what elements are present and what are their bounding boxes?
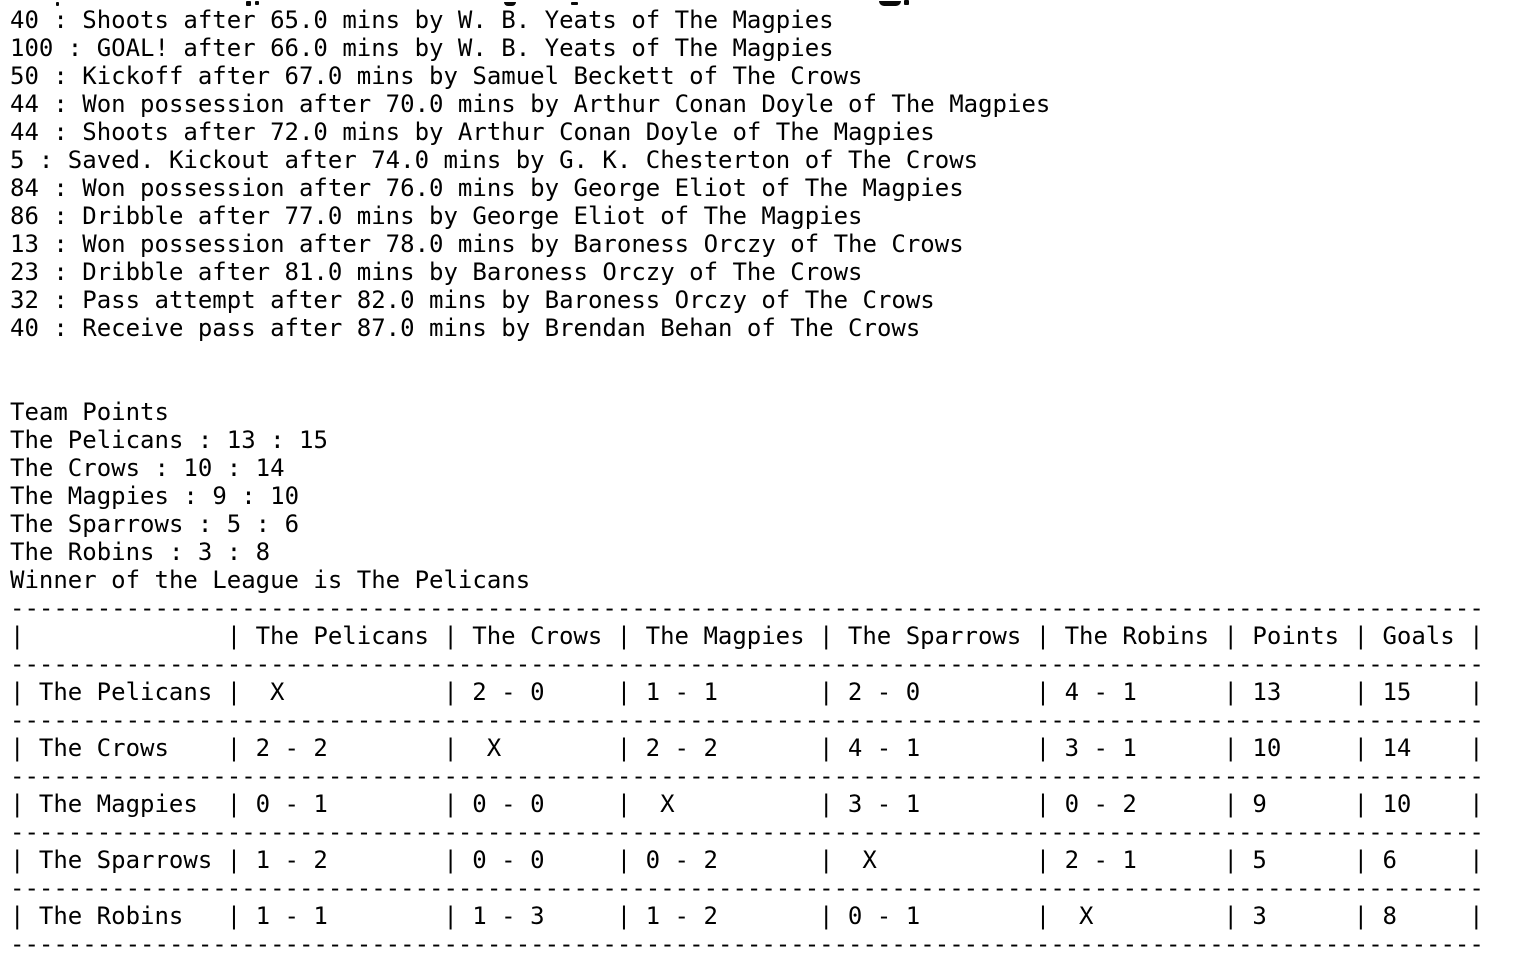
pipe-divider: | — [819, 902, 834, 930]
table-header-row — [10, 622, 1518, 650]
score-cell: 0 - 0 — [472, 790, 545, 818]
log-line: 50 : Kickoff after 67.0 mins by Samuel Beckett of The Crows — [10, 62, 863, 90]
pipe-divider: | — [1035, 790, 1051, 818]
log-line: 44 : Won possession after 70.0 mins by Arthur Conan Doyle of The Magpies — [10, 90, 1051, 118]
team-goals-value: 10 — [270, 482, 300, 510]
pipe-divider: | — [819, 734, 834, 762]
header-cell: Goals — [1382, 622, 1455, 650]
pipe-divider: | — [10, 790, 25, 818]
pipe-divider: | — [1353, 902, 1369, 930]
points-cell: 9 — [1252, 790, 1267, 818]
pipe-divider: | — [226, 846, 242, 874]
header-cell: The Pelicans — [255, 622, 429, 650]
header-cell: The Crows — [472, 622, 603, 650]
team-name: The Magpies — [10, 482, 169, 510]
pipe-divider: | — [616, 902, 632, 930]
pipe-divider: | — [1469, 902, 1484, 930]
blank-lines — [10, 342, 1518, 398]
pipe-divider: | — [1223, 734, 1238, 762]
pipe-divider: | — [10, 734, 25, 762]
log-line: 5 : Saved. Kickout after 74.0 mins by G. K. Chesterton of The Crows — [10, 146, 979, 174]
pipe-divider: | — [819, 622, 834, 650]
table-separator: ------------------------------------------------------------------------------------------------------ — [10, 818, 1484, 846]
pipe-divider: | — [226, 734, 242, 762]
separator: : — [226, 482, 271, 510]
goals-cell: 10 — [1382, 790, 1412, 818]
pipe-divider: | — [226, 790, 242, 818]
table-row — [10, 902, 1518, 930]
separator: : — [183, 426, 227, 454]
pipe-divider: | — [1469, 790, 1484, 818]
pipe-divider: | — [443, 678, 458, 706]
pipe-divider: | — [616, 622, 632, 650]
log-line: 23 : Dribble after 81.0 mins by Baroness Orczy of The Crows — [10, 258, 863, 286]
row-team-cell: The Magpies — [38, 790, 198, 818]
points-cell: 10 — [1252, 734, 1282, 762]
log-line: 32 : Pass attempt after 82.0 mins by Baroness Orczy of The Crows — [10, 286, 935, 314]
row-team-cell: The Crows — [38, 734, 169, 762]
table-row — [10, 790, 1518, 818]
team-name: The Sparrows — [10, 510, 184, 538]
table-separator: ------------------------------------------------------------------------------------------------------ — [10, 930, 1484, 958]
pipe-divider: | — [1469, 846, 1484, 874]
goals-cell: 15 — [1382, 678, 1412, 706]
table-separator: ------------------------------------------------------------------------------------------------------ — [10, 706, 1484, 734]
pipe-divider: | — [10, 902, 25, 930]
score-cell: 1 - 1 — [645, 678, 718, 706]
score-cell: 3 - 1 — [1064, 734, 1137, 762]
pipe-divider: | — [443, 622, 458, 650]
team-goals-value: 8 — [255, 538, 271, 566]
score-cell: 0 - 2 — [1064, 790, 1137, 818]
table-row — [10, 846, 1518, 874]
log-line: 84 : Won possession after 76.0 mins by George Eliot of The Magpies — [10, 174, 964, 202]
pipe-divider: | — [226, 622, 242, 650]
pipe-divider: | — [10, 678, 25, 706]
pipe-divider: | — [443, 734, 458, 762]
goals-cell: 14 — [1382, 734, 1412, 762]
team-points-value: 9 — [212, 482, 227, 510]
pipe-divider: | — [819, 846, 834, 874]
separator: : — [255, 426, 300, 454]
table-separator: ------------------------------------------------------------------------------------------------------ — [10, 762, 1484, 790]
log-line: 13 : Won possession after 78.0 mins by Baroness Orczy of The Crows — [10, 230, 964, 258]
score-cell: 4 - 1 — [847, 734, 921, 762]
pipe-divider: | — [1035, 734, 1051, 762]
pipe-divider: | — [10, 622, 25, 650]
score-cell: 1 - 3 — [472, 902, 545, 930]
row-team-cell: The Robins — [38, 902, 184, 930]
row-team-cell: The Pelicans — [38, 678, 213, 706]
team-name: The Pelicans — [10, 426, 184, 454]
goals-cell: 6 — [1382, 846, 1397, 874]
team-points-row — [10, 482, 1518, 510]
score-cell: X — [255, 678, 285, 706]
header-cell: Points — [1252, 622, 1340, 650]
pipe-divider: | — [10, 846, 25, 874]
pipe-divider: | — [616, 734, 632, 762]
header-cell: The Sparrows — [847, 622, 1022, 650]
pipe-divider: | — [443, 846, 458, 874]
separator: : — [168, 482, 213, 510]
table-row — [10, 734, 1518, 762]
separator: : — [154, 538, 198, 566]
log-line: 44 : Shoots after 72.0 mins by Arthur Conan Doyle of The Magpies — [10, 118, 935, 146]
team-points-value: 3 — [197, 538, 213, 566]
points-cell: 5 — [1252, 846, 1267, 874]
goals-cell: 8 — [1382, 902, 1397, 930]
separator: : — [241, 510, 285, 538]
score-cell: 2 - 1 — [1064, 846, 1137, 874]
table-row — [10, 678, 1518, 706]
score-cell: 2 - 2 — [255, 734, 328, 762]
pipe-divider: | — [1469, 622, 1484, 650]
pipe-divider: | — [1469, 678, 1484, 706]
team-points-row — [10, 510, 1518, 538]
table-separator: ------------------------------------------------------------------------------------------------------ — [10, 650, 1484, 678]
pipe-divider: | — [226, 902, 242, 930]
pipe-divider: | — [1035, 678, 1051, 706]
team-points-value: 13 — [226, 426, 256, 454]
separator: : — [212, 454, 256, 482]
score-cell: 0 - 0 — [472, 846, 545, 874]
pipe-divider: | — [1223, 846, 1238, 874]
pipe-divider: | — [1035, 846, 1051, 874]
score-cell: X — [847, 846, 877, 874]
pipe-divider: | — [616, 790, 632, 818]
separator: : — [212, 538, 256, 566]
pipe-divider: | — [819, 790, 834, 818]
table-separator: ------------------------------------------------------------------------------------------------------ — [10, 594, 1484, 622]
pipe-divider: | — [226, 678, 242, 706]
pipe-divider: | — [616, 678, 632, 706]
header-cell: The Robins — [1064, 622, 1210, 650]
header-cell: The Magpies — [645, 622, 805, 650]
separator: : — [140, 454, 184, 482]
separator: : — [183, 510, 227, 538]
pipe-divider: | — [443, 790, 458, 818]
pipe-divider: | — [1223, 902, 1238, 930]
pipe-divider: | — [616, 846, 632, 874]
row-team-cell: The Sparrows — [38, 846, 213, 874]
pipe-divider: | — [1035, 622, 1051, 650]
score-cell: 3 - 1 — [847, 790, 921, 818]
pipe-divider: | — [1353, 734, 1369, 762]
pipe-divider: | — [819, 678, 834, 706]
score-cell: 4 - 1 — [1064, 678, 1137, 706]
winner-line: Winner of the League is The Pelicans — [10, 566, 531, 594]
pipe-divider: | — [1223, 622, 1238, 650]
log-line: 40 : Receive pass after 87.0 mins by Brendan Behan of The Crows — [10, 314, 921, 342]
score-cell: X — [1064, 902, 1094, 930]
score-cell: 0 - 1 — [255, 790, 328, 818]
log-line: 40 : Shoots after 65.0 mins by W. B. Yeats of The Magpies — [10, 6, 834, 34]
pipe-divider: | — [1223, 790, 1238, 818]
points-cell: 13 — [1252, 678, 1282, 706]
score-cell: X — [472, 734, 502, 762]
team-points-row — [10, 538, 1518, 566]
score-cell: 0 - 1 — [847, 902, 921, 930]
team-name: The Robins — [10, 538, 155, 566]
score-cell: 1 - 1 — [255, 902, 328, 930]
team-name: The Crows — [10, 454, 141, 482]
table-separator: ------------------------------------------------------------------------------------------------------ — [10, 874, 1484, 902]
team-points-value: 10 — [183, 454, 213, 482]
pipe-divider: | — [1353, 790, 1369, 818]
pipe-divider: | — [1353, 678, 1369, 706]
score-cell: 0 - 2 — [645, 846, 718, 874]
points-cell: 3 — [1252, 902, 1267, 930]
pipe-divider: | — [1353, 846, 1369, 874]
score-cell: 2 - 0 — [847, 678, 921, 706]
pipe-divider: | — [1035, 902, 1051, 930]
pipe-divider: | — [443, 902, 458, 930]
pipe-divider: | — [1353, 622, 1369, 650]
team-goals-value: 6 — [284, 510, 300, 538]
score-cell: 1 - 2 — [645, 902, 718, 930]
log-line: 86 : Dribble after 77.0 mins by George Eliot of The Magpies — [10, 202, 863, 230]
team-points-row — [10, 454, 1518, 482]
team-points-value: 5 — [226, 510, 242, 538]
team-goals-value: 14 — [255, 454, 285, 482]
pipe-divider: | — [1469, 734, 1484, 762]
score-cell: 2 - 2 — [645, 734, 718, 762]
team-goals-value: 15 — [299, 426, 328, 454]
header-cell — [24, 622, 226, 650]
team-points-row — [10, 426, 1518, 454]
team-points-title: Team Points — [10, 398, 169, 426]
score-cell: X — [645, 790, 675, 818]
score-cell: 2 - 0 — [472, 678, 545, 706]
pipe-divider: | — [1223, 678, 1238, 706]
score-cell: 1 - 2 — [255, 846, 328, 874]
log-line: 100 : GOAL! after 66.0 mins by W. B. Yeats of The Magpies — [10, 34, 834, 62]
